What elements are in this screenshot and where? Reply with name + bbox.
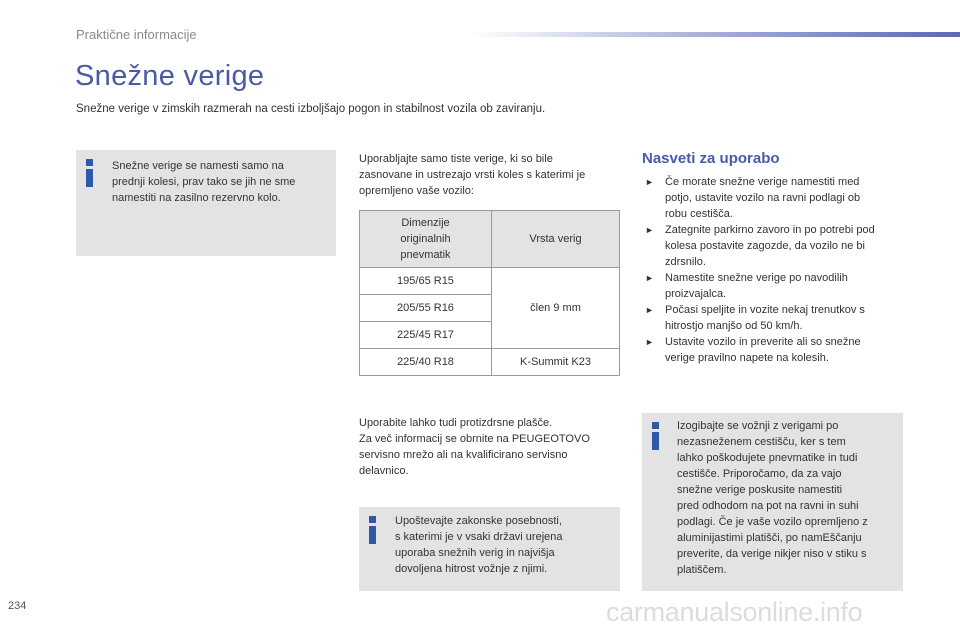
header-dimensions: [360, 211, 492, 268]
tip-item: [645, 222, 907, 270]
tip-line: Ustavite vozilo in preverite ali so snežne: [665, 336, 861, 348]
tyres-paragraph: [359, 415, 590, 479]
tip-line: Če morate snežne verige namestiti med: [665, 176, 860, 188]
note-line: preverite, da verige nikjer niso v stiku s: [677, 548, 867, 560]
arrow-right-icon: ►: [645, 337, 654, 347]
tip-line: proizvajalca.: [665, 288, 727, 300]
note-clean-roads: [642, 413, 903, 591]
note-legal: [359, 507, 620, 591]
table-row: [360, 268, 620, 295]
tip-line: kolesa postavite zagozde, da vozilo ne bi: [665, 240, 865, 252]
note-clean-roads-text: [677, 418, 868, 578]
note-front-wheels-text: [112, 158, 295, 206]
chain-type-cell: člen 9 mm: [492, 268, 620, 349]
page-number: 234: [8, 600, 27, 612]
note-line: Snežne verige se namesti samo na: [112, 160, 284, 172]
header-chain-type: Vrsta verig: [492, 211, 620, 268]
note-line: dovoljena hitrost vožnje z njimi.: [395, 563, 548, 575]
info-icon: [651, 422, 659, 450]
usage-line: Uporabljajte samo tiste verige, ki so bile: [359, 153, 553, 165]
tip-line: hitrostjo manjšo od 50 km/h.: [665, 320, 803, 332]
note-line: uporaba snežnih verig in najvišja: [395, 547, 555, 559]
tyres-line: servisno mrežo ali na kvalificirano servisno: [359, 449, 568, 461]
note-line: namestiti na zasilno rezervno kolo.: [112, 192, 281, 204]
note-line: aluminijastimi platišči, po namEščanju: [677, 532, 862, 544]
arrow-right-icon: ►: [645, 273, 654, 283]
tips-list: [645, 174, 907, 366]
info-icon: [85, 159, 93, 187]
page-title: Snežne verige: [75, 60, 265, 92]
tips-heading: Nasveti za uporabo: [642, 150, 780, 167]
tip-line: verige pravilno napete na kolesih.: [665, 352, 829, 364]
tyre-size-cell: 205/55 R16: [360, 295, 492, 322]
note-line: podlagi. Če je vaše vozilo opremljeno z: [677, 516, 868, 528]
note-line: snežne verige poskusite namestiti: [677, 484, 843, 496]
info-icon: [368, 516, 376, 544]
usage-paragraph: [359, 151, 585, 199]
note-line: cestišče. Priporočamo, da za vajo: [677, 468, 842, 480]
tip-line: Namestite snežne verige po navodilih: [665, 272, 848, 284]
chain-type-cell: K-Summit K23: [492, 349, 620, 376]
tip-item: [645, 174, 907, 222]
tyre-size-cell: 225/40 R18: [360, 349, 492, 376]
arrow-right-icon: ►: [645, 225, 654, 235]
tip-line: zdrsnilo.: [665, 256, 706, 268]
note-line: Upoštevajte zakonske posebnosti,: [395, 515, 562, 527]
table-row: [360, 349, 620, 376]
intro-text: Snežne verige v zimskih razmerah na cesti izboljšajo pogon in stabilnost vozila ob zaviranju.: [76, 103, 546, 115]
note-line: lahko poškodujete pnevmatike in tudi: [677, 452, 858, 464]
note-legal-text: [395, 513, 563, 577]
chain-table: [359, 210, 620, 376]
note-front-wheels: [76, 150, 336, 256]
tip-item: [645, 334, 907, 366]
note-line: platiščem.: [677, 564, 727, 576]
tip-line: potjo, ustavite vozilo na ravni podlagi ob: [665, 192, 861, 204]
arrow-right-icon: ►: [645, 177, 654, 187]
tyre-size-cell: 225/45 R17: [360, 322, 492, 349]
tyre-size-cell: 195/65 R15: [360, 268, 492, 295]
header-line: pnevmatik: [400, 249, 451, 261]
table-header-row: [360, 211, 620, 268]
watermark: carmanualsonline.info: [606, 597, 863, 627]
tyres-line: Uporabite lahko tudi protizdrsne plašče.: [359, 417, 553, 429]
note-line: prednji kolesi, prav tako se jih ne sme: [112, 176, 296, 188]
header-line: originalnih: [400, 233, 451, 245]
header-line: Dimenzije: [401, 217, 450, 229]
tip-line: Zategnite parkirno zavoro in po potrebi pod: [665, 224, 875, 236]
tip-item: [645, 302, 907, 334]
usage-line: zasnovane in ustrezajo vrsti koles s katerimi je: [359, 169, 586, 181]
tip-line: Počasi speljite in vozite nekaj trenutkov s: [665, 304, 865, 316]
tip-item: [645, 270, 907, 302]
note-line: nezasneženem cestišču, ker s tem: [677, 436, 846, 448]
note-line: pred odhodom na pot na ravni in suhi: [677, 500, 859, 512]
arrow-right-icon: ►: [645, 305, 654, 315]
header-gradient-bar: [470, 32, 960, 37]
section-label: Praktične informacije: [76, 27, 197, 42]
usage-line: opremljeno vaše vozilo:: [359, 185, 474, 197]
note-line: s katerimi je v vsaki državi urejena: [395, 531, 563, 543]
note-line: Izogibajte se vožnji z verigami po: [677, 420, 839, 432]
tyres-line: Za več informacij se obrnite na PEUGEOTOVO: [359, 433, 590, 445]
tyres-line: delavnico.: [359, 465, 409, 477]
tip-line: robu cestišča.: [665, 208, 733, 220]
